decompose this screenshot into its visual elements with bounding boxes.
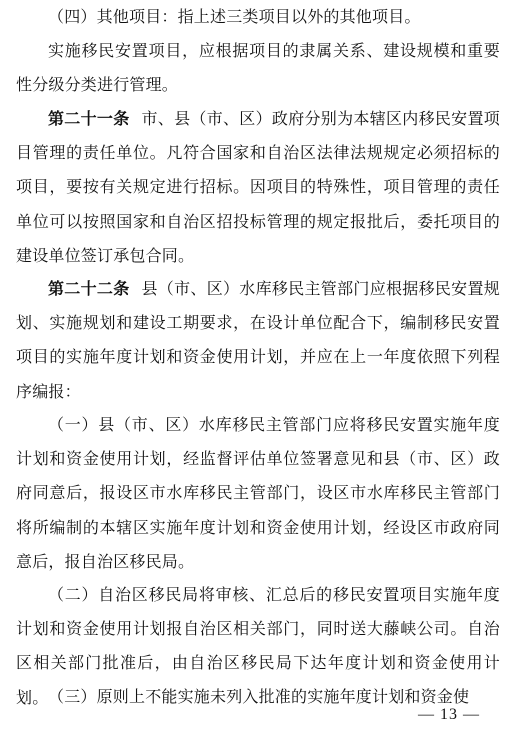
paragraph-text: （三）原则上不能实施未列入批准的实施年度计划和资金使	[48, 687, 470, 706]
paragraph-text: （一）县（市、区）水库移民主管部门应将移民安置实施年度计划和资金使用计划，经监督评估单位签署意见和县（市、区）政府同意后，报设区市水库移民主管部门，设区市水库移民主管部门将所编制的本辖区实施年度计划和资金使用计划，经设区市政府同意后，报自治区移民局。	[16, 415, 500, 571]
paragraph-other-projects	[16, 0, 500, 34]
paragraph-text: （二）自治区移民局将审核、汇总后的移民安置项目实施年度计划和资金使用计划报自治区相关部门，同时送大藤峡公司。自治区相关部门批准后，由自治区移民局下达年度计划和资金使用计划。	[16, 585, 500, 707]
page-number: — 13 —	[418, 706, 480, 723]
procedure-item-1	[16, 408, 500, 579]
paragraph-text: 市、县（市、区）政府分别为本辖区内移民安置项目管理的责任单位。凡符合国家和自治区法律法规规定必须招标的项目，要按有关规定进行招标。因项目的特殊性，项目管理的责任单位可以按照国家和自治区招投标管理的规定报批后，委托项目的建设单位签订承包合同。	[16, 109, 500, 265]
article-number: 第二十二条	[48, 279, 130, 298]
article-number: 第二十一条	[48, 109, 130, 128]
paragraph-text: 县（市、区）水库移民主管部门应根据移民安置规划、实施规划和建设工期要求，在设计单位配合下，编制移民安置项目的实施年度计划和资金使用计划，并应在上一年度依照下列程序编报：	[16, 279, 500, 401]
article-22-paragraph	[16, 272, 500, 409]
paragraph-classification	[16, 34, 500, 102]
article-21-paragraph	[16, 102, 500, 273]
paragraph-text: 实施移民安置项目，应根据项目的隶属关系、建设规模和重要性分级分类进行管理。	[16, 41, 500, 95]
document-page	[16, 0, 500, 737]
paragraph-text: （四）其他项目：指上述三类项目以外的其他项目。	[48, 7, 421, 26]
